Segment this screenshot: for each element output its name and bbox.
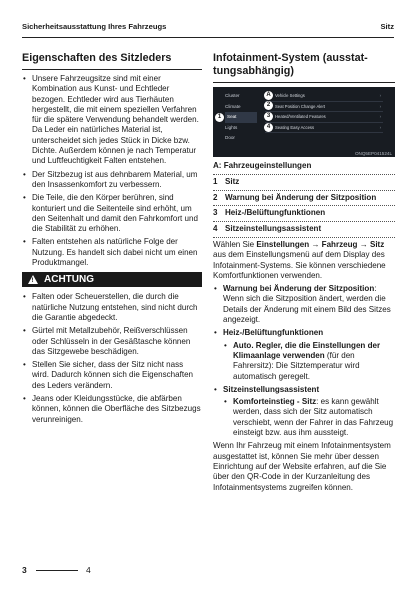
legend-item-3: 3 Heiz-/Belüftungfunktionen: [213, 208, 326, 218]
function-bullet-list: [213, 284, 395, 438]
page-number: 3: [22, 565, 27, 575]
dotted-rule: [213, 237, 395, 238]
callout-2: 2: [264, 101, 273, 110]
sub-list: [223, 341, 395, 382]
infotainment-heading: Infotainment-System (ausstat- tungsabhängig): [213, 52, 368, 77]
screen-right-menu: [265, 91, 383, 133]
image-code: ONQ5EP041524L: [354, 151, 392, 156]
callout-a: A: [264, 91, 273, 100]
page-header: [22, 22, 394, 36]
dotted-rule: [213, 205, 395, 206]
chapter-number: 4: [86, 565, 91, 575]
header-chapter-title: Sitz: [380, 22, 394, 31]
list-item: • Unsere Fahrzeugsitze sind mit einer Kombination aus Kunst- und Echtleder bezogen. Echtleder wird aus Tierhäuten hergestellt, die mit einem speziellen Verfahren für die spätere Verwendung behandelt werden. Da Leder ein natürliches Material ist, unterscheidet sich jedes Stück in Dicke bzw. Dichte. Außerdem können je nach Temperatur und Luftfeuchtigkeit Falten entstehen.: [22, 74, 202, 167]
footer-rule: [36, 570, 78, 571]
heading-rule: [22, 69, 202, 70]
warning-banner: [22, 272, 202, 287]
closing-text: Wenn Ihr Fahrzeug mit einem Infotainmentsystem ausgestattet ist, können Sie mehr über dessen Einrichtung auf der Website erfahren, auf die Sie über den QR-Code in der Kurzanleitung des Infotainmentsystems zugreifen können.: [213, 441, 391, 492]
list-item: • Die Teile, die den Körper berühren, sind konturiert und die Seitenteile sind erhöht, um den Seitenhalt und damit den Fahrkomfort und die Stabilität zu erhöhen.: [22, 193, 202, 234]
dotted-rule: [213, 190, 395, 191]
warning-bullet-list: [22, 292, 202, 425]
screen-menu-item: Climate: [225, 103, 241, 109]
list-item: • Jeans oder Kleidungsstücke, die abfärben können, können die Oberfläche des Sitzbezugs verunreinigen.: [22, 394, 202, 425]
header-section-title: Sicherheitsausstattung Ihres Fahrzeugs: [22, 22, 167, 31]
list-item: • Der Sitzbezug ist aus dehnbarem Material, um den Insassenkomfort zu verbessern.: [22, 170, 202, 191]
sub-list: [223, 397, 395, 438]
legend-list: [213, 161, 395, 238]
right-column: [213, 52, 395, 493]
screen-menu-item: Door: [225, 135, 235, 140]
callout-1: 1: [215, 113, 224, 122]
legend-a: A: Fahrzeugeinstellungen: [213, 161, 312, 170]
screen-option: Vehicle Settings ›: [265, 91, 383, 102]
list-item: • Falten oder Scheuerstellen, die durch die natürliche Nutzung entstehen, sind nicht durch die Garantie abgedeckt.: [22, 292, 202, 323]
dotted-rule: [213, 221, 395, 222]
screen-option: Seat Position Change Alert ›: [265, 102, 383, 113]
list-item: • Falten entstehen als natürliche Folge der Nutzung. Es handelt sich dabei nicht um einen Produktmangel.: [22, 237, 202, 268]
list-item: • Sitzeinstellungsassistent • Komforteinstieg - Sitz: es kann gewählt werden, dass sich der Sitz automatisch verschiebt, wenn der Fahrer in das Fahrzeug einsteigt bzw. aus ihm aussteigt.: [213, 385, 395, 438]
heading-rule: [213, 82, 395, 83]
left-column: [22, 52, 202, 428]
callout-3: 3: [264, 112, 273, 121]
leather-heading: Eigenschaften des Sitzleders: [22, 52, 172, 64]
sub-list-item: • Komforteinstieg - Sitz: es kann gewählt werden, dass sich der Sitz automatisch verschiebt, wenn der Fahrer in das Fahrzeug einsteigt bzw. aus ihm aussteigt.: [223, 397, 395, 438]
legend-item-4: 4 Sitzeinstellungsassistent: [213, 224, 322, 234]
header-rule: [22, 37, 394, 38]
list-item: • Stellen Sie sicher, dass der Sitz nicht nass wird. Dadurch können sich die Eigenschaften des Leders verändern.: [22, 360, 202, 391]
screen-option: Seating Easy Access ›: [265, 123, 383, 134]
dotted-rule: [213, 174, 395, 175]
callout-4: 4: [264, 123, 273, 132]
list-item: • Warnung bei Änderung der Sitzposition: Wenn sich die Sitzposition ändert, werden die Details der Änderung mit einem Bild des Sitzes angezeigt.: [213, 284, 395, 325]
list-item: • Heiz-/Belüftungfunktionen • Auto. Regler, die die Einstellungen der Klimaanlage verwenden (für den Fahrersitz): Die Sitztemperatur wird automatisch geregelt.: [213, 328, 395, 381]
warning-icon: !: [28, 275, 38, 284]
screen-left-menu: [225, 91, 257, 144]
screen-option: Heated/Ventilated Features ›: [265, 112, 383, 123]
screen-menu-item: Cluster: [225, 93, 240, 98]
infotainment-screenshot: [213, 87, 395, 157]
warning-label: ACHTUNG: [44, 274, 94, 286]
screen-menu-item: Lights: [225, 124, 238, 130]
legend-item-2: 2 Warnung bei Änderung der Sitzposition: [213, 192, 377, 202]
list-item: • Gürtel mit Metallzubehör, Reißverschlüssen oder Schlüsseln in der Gesäßtasche können das Sitzgewebe beschädigen.: [22, 326, 202, 357]
screen-menu-item-selected: Seat: [225, 112, 257, 123]
leather-bullet-list: [22, 74, 202, 268]
sub-list-item: • Auto. Regler, die die Einstellungen der Klimaanlage verwenden (für den Fahrersitz): Die Sitztemperatur wird automatisch geregelt.: [223, 341, 395, 382]
legend-item-1: 1 Sitz: [213, 176, 240, 186]
instruction-text: Wählen Sie Einstellungen → Fahrzeug → Sitz aus dem Einstellungsmenü auf dem Display des Infotainment-Systems. Sie können verschiedene Komfortfunktionen verwenden.: [213, 239, 386, 280]
